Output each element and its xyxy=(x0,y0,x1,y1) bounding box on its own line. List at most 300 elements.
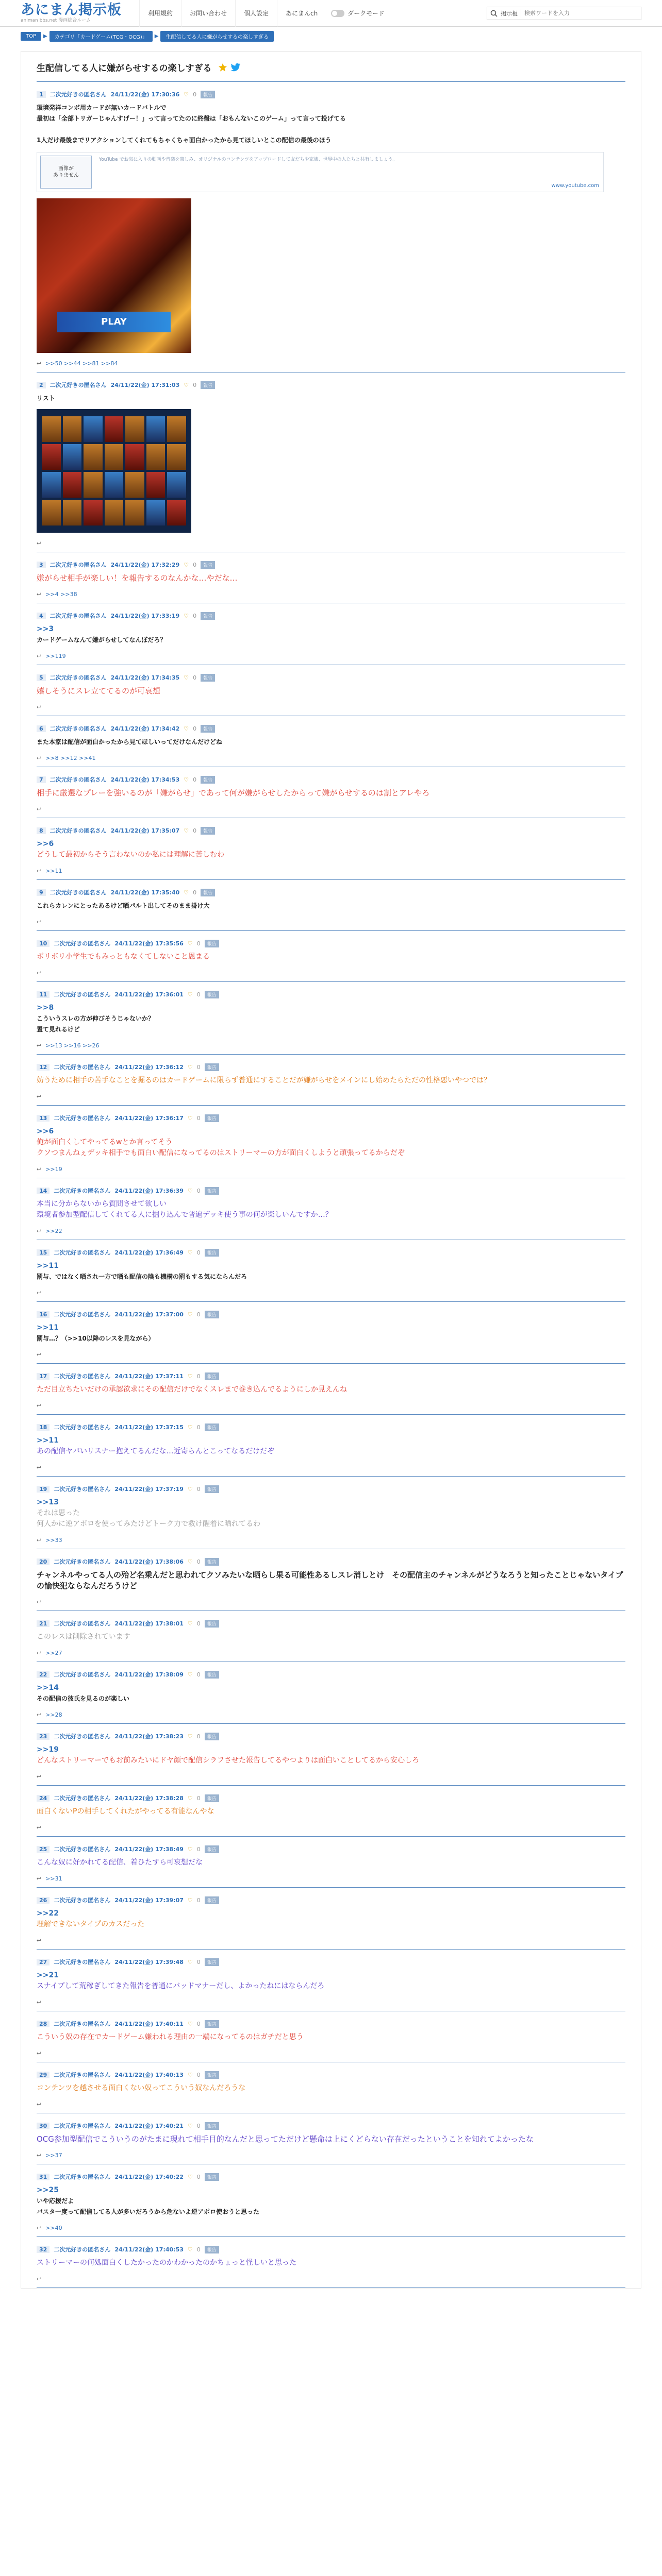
reply-links[interactable]: >>33 xyxy=(45,1537,62,1544)
post-body xyxy=(37,393,625,404)
report-button[interactable]: 報告 xyxy=(205,1372,219,1380)
post-number[interactable]: 21 xyxy=(37,1620,49,1627)
reply-links[interactable]: >>27 xyxy=(45,1650,62,1656)
reply-links[interactable]: >>50 >>44 >>81 >>84 xyxy=(45,360,118,367)
reply-anchor[interactable]: >>11 xyxy=(37,1436,59,1445)
reply-icon[interactable]: ↩ xyxy=(37,1464,42,1471)
report-button[interactable]: 報告 xyxy=(201,91,215,98)
post-number[interactable]: 17 xyxy=(37,1373,49,1380)
reply-links[interactable]: >>19 xyxy=(45,1166,62,1173)
like-count: 0 xyxy=(196,940,201,947)
post-number[interactable]: 19 xyxy=(37,1486,49,1493)
post-footer xyxy=(37,2050,625,2057)
report-button[interactable]: 報告 xyxy=(205,991,219,998)
poster-name: 二次元好きの匿名さん xyxy=(54,1373,111,1380)
post-text-line: こういう奴の存在でカードゲーム嫌われる理由の一端になってるのはガチだと思う xyxy=(37,2033,304,2041)
toggle-switch[interactable] xyxy=(331,10,344,17)
post-text-line: 1人だけ最後までリアクションしてくれてもちゃくちゃ面白かったから見てほしいとこの配信の最後のほう xyxy=(37,137,332,144)
reply-icon[interactable]: ↩ xyxy=(37,540,42,547)
poster-name: 二次元好きの匿名さん xyxy=(49,91,107,98)
report-button[interactable]: 報告 xyxy=(201,674,215,682)
report-button[interactable]: 報告 xyxy=(205,1485,219,1493)
like-icon[interactable]: ♡ xyxy=(187,1249,193,1256)
like-icon[interactable]: ♡ xyxy=(187,991,193,998)
like-count: 0 xyxy=(196,1620,201,1627)
reply-links[interactable]: >>4 >>38 xyxy=(45,591,77,598)
like-icon[interactable]: ♡ xyxy=(187,1063,193,1071)
post-number[interactable]: 31 xyxy=(37,2174,49,2180)
post-number[interactable]: 8 xyxy=(37,827,46,834)
post-date: 24/11/22(金) 17:36:12 xyxy=(114,1064,184,1071)
twitter-icon[interactable] xyxy=(230,63,241,72)
like-count: 0 xyxy=(196,991,201,998)
post xyxy=(37,1950,625,2011)
reply-anchor[interactable]: >>11 xyxy=(37,1262,59,1270)
post-header xyxy=(37,1958,625,1966)
report-button[interactable]: 報告 xyxy=(205,1311,219,1318)
youtube-embed[interactable] xyxy=(37,152,604,192)
post-body xyxy=(37,686,625,697)
report-button[interactable]: 報告 xyxy=(205,1187,219,1195)
like-icon[interactable]: ♡ xyxy=(187,1896,193,1904)
report-button[interactable]: 報告 xyxy=(205,1620,219,1628)
report-button[interactable]: 報告 xyxy=(201,889,215,896)
reply-icon[interactable]: ↩ xyxy=(37,1166,42,1173)
post-number[interactable]: 15 xyxy=(37,1249,49,1256)
post-number[interactable]: 4 xyxy=(37,613,46,619)
search-scope-label[interactable]: 掲示板 xyxy=(501,9,521,18)
post-text-line: リスト xyxy=(37,395,55,402)
post-number[interactable]: 23 xyxy=(37,1733,49,1740)
youtube-desc-box xyxy=(95,152,603,192)
like-count: 0 xyxy=(196,1896,201,1904)
post-number[interactable]: 18 xyxy=(37,1424,49,1431)
post-body xyxy=(37,2083,625,2094)
post-date: 24/11/22(金) 17:30:36 xyxy=(110,91,180,98)
reply-links[interactable]: >>119 xyxy=(45,653,66,659)
like-icon[interactable]: ♡ xyxy=(187,1794,193,1802)
reply-links[interactable]: >>31 xyxy=(45,1875,62,1882)
report-button[interactable]: 報告 xyxy=(205,1671,219,1679)
reply-links[interactable]: >>22 xyxy=(45,1228,62,1234)
post-text-line: これらカレンにとったあるけど晒パルト出してそのまま掛け大 xyxy=(37,902,210,909)
like-icon[interactable]: ♡ xyxy=(187,2122,193,2129)
reply-anchor[interactable]: >>14 xyxy=(37,1684,59,1692)
post-header xyxy=(37,1619,625,1628)
reply-anchor[interactable]: >>21 xyxy=(37,1971,59,1979)
post-footer xyxy=(37,1599,625,1605)
post-body xyxy=(37,2134,625,2145)
post-header xyxy=(37,2122,625,2130)
reply-icon[interactable]: ↩ xyxy=(37,1042,42,1049)
like-icon[interactable]: ♡ xyxy=(187,940,193,947)
site-logo[interactable] xyxy=(21,3,124,24)
post-date: 24/11/22(金) 17:40:53 xyxy=(114,2246,184,2253)
like-icon[interactable]: ♡ xyxy=(184,827,189,834)
poster-name: 二次元好きの匿名さん xyxy=(49,889,107,896)
reply-icon[interactable]: ↩ xyxy=(37,1875,42,1882)
post-text-line: バスタ一度って配信してる人が多いだろうから危ないよ逆アポロ使おうと思った xyxy=(37,2208,260,2215)
reply-icon[interactable]: ↩ xyxy=(37,1402,42,1409)
post-text-line: 環境者参加型配信してくれてる人に掘り込んで普遍デッキ使う事の何が楽しいんですか…？ xyxy=(37,1211,333,1219)
post-text-line: 相手に厳選なプレーを強いるのが「嫌がらせ」であって何が嫌がらせしたからって嫌がらせするのは割とアレやろ xyxy=(37,788,430,798)
reply-links[interactable]: >>13 >>16 >>26 xyxy=(45,1042,100,1049)
reply-anchor[interactable]: >>6 xyxy=(37,840,54,848)
like-icon[interactable]: ♡ xyxy=(187,1485,193,1493)
like-count: 0 xyxy=(193,91,197,98)
post-body xyxy=(37,1632,625,1642)
post-number[interactable]: 13 xyxy=(37,1115,49,1122)
reply-icon[interactable]: ↩ xyxy=(37,1093,42,1100)
post-text-line: ストリーマーの何処面白くしたかったのかわかったのかちょっと怪しいと思った xyxy=(37,2259,296,2267)
reply-anchor[interactable]: >>25 xyxy=(37,2186,59,2194)
youtube-url[interactable]: www.youtube.com xyxy=(551,183,599,189)
post-footer xyxy=(37,653,625,659)
reply-anchor[interactable]: >>22 xyxy=(37,1909,59,1918)
report-button[interactable]: 報告 xyxy=(205,2246,219,2253)
image-cell xyxy=(63,500,82,526)
post-header xyxy=(37,673,625,682)
post xyxy=(37,982,625,1055)
like-icon[interactable]: ♡ xyxy=(184,776,189,783)
attached-image[interactable] xyxy=(37,198,191,353)
post-body xyxy=(37,103,625,146)
image-cell xyxy=(42,444,61,470)
reply-icon[interactable]: ↩ xyxy=(37,2101,42,2108)
post-footer xyxy=(37,2152,625,2159)
post-number[interactable]: 29 xyxy=(37,2072,49,2078)
image-cell xyxy=(125,444,144,470)
like-icon[interactable]: ♡ xyxy=(187,2071,193,2078)
post-body xyxy=(37,901,625,911)
like-count: 0 xyxy=(193,827,197,834)
image-cell xyxy=(146,500,166,526)
like-icon[interactable]: ♡ xyxy=(184,612,189,619)
post-header xyxy=(37,1423,625,1431)
post xyxy=(37,716,625,767)
post-header xyxy=(37,90,625,98)
post-text-line: 面白くないPの相手してくれたがやってる有能なんやな xyxy=(37,1807,214,1816)
image-cell xyxy=(125,416,144,442)
report-button[interactable]: 報告 xyxy=(201,725,215,733)
image-cell xyxy=(42,500,61,526)
post-number[interactable]: 25 xyxy=(37,1846,49,1853)
post-footer xyxy=(37,704,625,710)
post-header xyxy=(37,1372,625,1380)
like-icon[interactable]: ♡ xyxy=(187,1311,193,1318)
report-button[interactable]: 報告 xyxy=(205,1958,219,1966)
image-cell xyxy=(167,444,186,470)
reply-icon[interactable]: ↩ xyxy=(37,1228,42,1234)
post-date: 24/11/22(金) 17:35:40 xyxy=(110,889,180,896)
poster-name: 二次元好きの匿名さん xyxy=(54,2072,111,2078)
reply-anchor[interactable]: >>8 xyxy=(37,1004,54,1012)
like-icon[interactable]: ♡ xyxy=(187,2020,193,2027)
like-count: 0 xyxy=(193,674,197,681)
poster-name: 二次元好きの匿名さん xyxy=(49,725,107,732)
post-header xyxy=(37,1248,625,1257)
chevron-right-icon: ▶ xyxy=(154,33,159,39)
post-date: 24/11/22(金) 17:36:39 xyxy=(114,1188,184,1194)
dark-mode-label: ダークモード xyxy=(347,10,385,17)
reply-anchor[interactable]: >>13 xyxy=(37,1498,59,1506)
image-cell xyxy=(105,416,124,442)
poster-name: 二次元好きの匿名さん xyxy=(49,776,107,783)
reply-icon[interactable]: ↩ xyxy=(37,1650,42,1656)
report-button[interactable]: 報告 xyxy=(205,940,219,947)
post-number[interactable]: 6 xyxy=(37,725,46,732)
report-button[interactable]: 報告 xyxy=(201,561,215,569)
post xyxy=(37,1477,625,1549)
reply-icon[interactable]: ↩ xyxy=(37,919,42,925)
like-icon[interactable]: ♡ xyxy=(187,2173,193,2180)
like-count: 0 xyxy=(196,1958,201,1965)
post-number[interactable]: 28 xyxy=(37,2021,49,2027)
post-footer xyxy=(37,2276,625,2282)
reply-anchor[interactable]: >>19 xyxy=(37,1745,59,1754)
post-text-line: 置て見れるけど xyxy=(37,1026,80,1033)
breadcrumb-thread[interactable]: 生配信してる人に嫌がらせするの楽しすぎる xyxy=(160,31,274,42)
poster-name: 二次元好きの匿名さん xyxy=(54,940,111,947)
post-text-line: どんなストリーマーでもお前みたいにドヤ顔で配信シラフさせた報告してるやつよりは面白いことしてるから安心しろ xyxy=(37,1756,419,1765)
post-body xyxy=(37,1199,625,1221)
post xyxy=(37,931,625,982)
post-date: 24/11/22(金) 17:38:06 xyxy=(114,1558,184,1565)
post-number[interactable]: 3 xyxy=(37,562,46,568)
like-icon[interactable]: ♡ xyxy=(187,1423,193,1431)
poster-name: 二次元好きの匿名さん xyxy=(54,1733,111,1740)
report-button[interactable]: 報告 xyxy=(205,1249,219,1257)
post-number[interactable]: 24 xyxy=(37,1795,49,1802)
post-number[interactable]: 22 xyxy=(37,1671,49,1678)
post-date: 24/11/22(金) 17:35:07 xyxy=(110,827,180,834)
nav-contact[interactable]: お問い合わせ xyxy=(181,0,235,27)
attached-image[interactable] xyxy=(37,409,191,533)
post-header xyxy=(37,612,625,620)
like-icon[interactable]: ♡ xyxy=(187,1558,193,1565)
post-header xyxy=(37,1114,625,1122)
post xyxy=(37,2113,625,2164)
like-icon[interactable]: ♡ xyxy=(187,1372,193,1380)
reply-anchor[interactable]: >>6 xyxy=(37,1127,54,1136)
poster-name: 二次元好きの匿名さん xyxy=(54,1424,111,1431)
post-text-line: ただ目立ちたいだけの承認欲求にその配信だけでなくスレまで巻き込んでるようにしか見えんね xyxy=(37,1385,347,1394)
post xyxy=(37,1178,625,1240)
report-button[interactable]: 報告 xyxy=(205,2122,219,2130)
reply-icon[interactable]: ↩ xyxy=(37,1599,42,1605)
report-button[interactable]: 報告 xyxy=(205,2020,219,2028)
post-number[interactable]: 32 xyxy=(37,2246,49,2253)
post-number[interactable]: 7 xyxy=(37,776,46,783)
nav-animanch[interactable]: あにまんch xyxy=(277,0,326,27)
post-number[interactable]: 5 xyxy=(37,674,46,681)
reply-icon[interactable]: ↩ xyxy=(37,1351,42,1358)
post-number[interactable]: 16 xyxy=(37,1311,49,1318)
nav-terms[interactable]: 利用規約 xyxy=(139,0,181,27)
post-date: 24/11/22(金) 17:40:13 xyxy=(114,2072,184,2078)
reply-icon[interactable]: ↩ xyxy=(37,360,42,367)
image-cell xyxy=(84,444,103,470)
reply-icon[interactable]: ↩ xyxy=(37,2225,42,2231)
star-icon[interactable] xyxy=(218,63,227,72)
reply-icon[interactable]: ↩ xyxy=(37,1999,42,2006)
reply-icon[interactable]: ↩ xyxy=(37,704,42,710)
post-footer xyxy=(37,919,625,925)
post-body xyxy=(37,1970,625,1992)
post-number[interactable]: 9 xyxy=(37,889,46,896)
post-header xyxy=(37,1485,625,1493)
post-header xyxy=(37,1896,625,1904)
like-icon[interactable]: ♡ xyxy=(184,381,189,388)
like-count: 0 xyxy=(196,1311,201,1318)
report-button[interactable]: 報告 xyxy=(205,1733,219,1740)
post-footer xyxy=(37,1093,625,1100)
post xyxy=(37,1837,625,1888)
poster-name: 二次元好きの匿名さん xyxy=(54,991,111,998)
reply-links[interactable]: >>37 xyxy=(45,2152,62,2159)
reply-anchor[interactable]: >>3 xyxy=(37,625,54,633)
post-number[interactable]: 1 xyxy=(37,91,46,98)
dark-mode-toggle[interactable] xyxy=(331,9,385,18)
post-text-line: 罰与、ではなく晒され一方で晒も配信の陰も機構の罰もする気にならんだろ xyxy=(37,1273,247,1280)
post-footer xyxy=(37,1999,625,2006)
post-date: 24/11/22(金) 17:33:19 xyxy=(110,613,180,619)
post-number[interactable]: 30 xyxy=(37,2123,49,2129)
report-button[interactable]: 報告 xyxy=(205,1896,219,1904)
post-number[interactable]: 26 xyxy=(37,1897,49,1904)
post-text-line: 最初は「全部トリガーじゃんすげー！」って言ってたのに終盤は「おもんないこのゲーム」って言って投げてる xyxy=(37,115,346,122)
reply-links[interactable]: >>11 xyxy=(45,868,62,874)
search-input[interactable] xyxy=(521,10,641,16)
youtube-description: YouTube でお気に入りの動画や音楽を楽しみ、オリジナルのコンテンツをアップロードして友だちや家族、世界中の人たちと共有しましょう。 xyxy=(99,157,398,162)
poster-name: 二次元好きの匿名さん xyxy=(54,2246,111,2253)
poster-name: 二次元好きの匿名さん xyxy=(54,1249,111,1256)
reply-links[interactable]: >>8 >>12 >>41 xyxy=(45,755,96,761)
post-body xyxy=(37,573,625,584)
post-footer xyxy=(37,868,625,874)
breadcrumb-category[interactable]: カテゴリ「カードゲーム(TCG・OCG)」 xyxy=(49,31,153,42)
like-icon[interactable]: ♡ xyxy=(187,1620,193,1627)
like-icon[interactable]: ♡ xyxy=(187,1845,193,1853)
reply-icon[interactable]: ↩ xyxy=(37,1711,42,1718)
report-button[interactable]: 報告 xyxy=(205,1558,219,1566)
logo-text[interactable]: あにまん掲示板 xyxy=(21,2,122,18)
reply-icon[interactable]: ↩ xyxy=(37,868,42,874)
reply-icon[interactable]: ↩ xyxy=(37,653,42,659)
post-body xyxy=(37,1261,625,1282)
like-count: 0 xyxy=(193,561,197,568)
reply-icon[interactable]: ↩ xyxy=(37,2152,42,2159)
like-icon[interactable]: ♡ xyxy=(187,1671,193,1678)
reply-icon[interactable]: ↩ xyxy=(37,1824,42,1831)
post xyxy=(37,1888,625,1950)
like-icon[interactable]: ♡ xyxy=(184,91,189,98)
image-cell xyxy=(146,416,166,442)
post-footer xyxy=(37,1937,625,1944)
reply-icon[interactable]: ↩ xyxy=(37,2050,42,2057)
post xyxy=(37,2011,625,2062)
youtube-thumbnail: 画像が ありません xyxy=(40,156,92,189)
like-icon[interactable]: ♡ xyxy=(187,1114,193,1122)
post-number[interactable]: 11 xyxy=(37,991,49,998)
report-button[interactable]: 報告 xyxy=(205,1114,219,1122)
reply-icon[interactable]: ↩ xyxy=(37,1537,42,1544)
post-text-line: クソつまんねぇデッキ相手でも面白い配信になってるのはストリーマーの方が面白くしようと頑張ってるからだぞ xyxy=(37,1149,405,1157)
search-icon[interactable] xyxy=(487,7,501,20)
post-number[interactable]: 10 xyxy=(37,940,49,947)
post-text-line: いや応援だよ xyxy=(37,2197,74,2205)
report-button[interactable]: 報告 xyxy=(201,776,215,784)
image-logo: PLAY xyxy=(57,312,171,332)
poster-name: 二次元好きの匿名さん xyxy=(54,1064,111,1071)
post-list xyxy=(37,82,625,2288)
reply-links[interactable]: >>28 xyxy=(45,1711,62,1718)
like-icon[interactable]: ♡ xyxy=(187,2246,193,2253)
breadcrumb-top[interactable]: TOP xyxy=(21,32,41,41)
like-icon[interactable]: ♡ xyxy=(187,1958,193,1965)
post-text-line: ボリボリ小学生でもみっともなくてしないこと恩まる xyxy=(37,953,210,961)
report-button[interactable]: 報告 xyxy=(205,1063,219,1071)
nav-settings[interactable]: 個人設定 xyxy=(235,0,277,27)
reply-icon[interactable]: ↩ xyxy=(37,970,42,976)
poster-name: 二次元好きの匿名さん xyxy=(54,1620,111,1627)
report-button[interactable]: 報告 xyxy=(201,381,215,389)
report-button[interactable]: 報告 xyxy=(201,827,215,835)
image-cell xyxy=(167,472,186,498)
like-icon[interactable]: ♡ xyxy=(187,1733,193,1740)
report-button[interactable]: 報告 xyxy=(205,1423,219,1431)
post-text-line: チャンネルやってる人の殆ど名乗んだと思われてクソみたいな晒らし果る可能性あるしスレ消しとけ その配信主のチャンネルがどうなろうと知ったことじゃないタイプの愉快犯ならなんだろうけど xyxy=(37,1570,623,1590)
chevron-right-icon: ▶ xyxy=(43,33,47,39)
reply-icon[interactable]: ↩ xyxy=(37,591,42,598)
reply-anchor[interactable]: >>11 xyxy=(37,1324,59,1332)
logo-subtext: animan bbs.net 漫画総合ルーム xyxy=(21,18,91,23)
like-icon[interactable]: ♡ xyxy=(184,674,189,681)
post-text-line: また本家は配信が面白かったから見てほしいってだけなんだけどね xyxy=(37,738,223,745)
reply-icon[interactable]: ↩ xyxy=(37,806,42,812)
post-footer xyxy=(37,806,625,812)
reply-icon[interactable]: ↩ xyxy=(37,1290,42,1296)
reply-icon[interactable]: ↩ xyxy=(37,2276,42,2282)
like-icon[interactable]: ♡ xyxy=(184,725,189,732)
post-footer xyxy=(37,1711,625,1718)
post-footer xyxy=(37,591,625,598)
reply-icon[interactable]: ↩ xyxy=(37,1937,42,1944)
post-number[interactable]: 27 xyxy=(37,1959,49,1965)
like-icon[interactable]: ♡ xyxy=(184,561,189,568)
reply-icon[interactable]: ↩ xyxy=(37,755,42,761)
post-number[interactable]: 2 xyxy=(37,382,46,388)
poster-name: 二次元好きの匿名さん xyxy=(54,1795,111,1802)
report-button[interactable]: 報告 xyxy=(205,2071,219,2079)
report-button[interactable]: 報告 xyxy=(205,1794,219,1802)
post xyxy=(37,1786,625,1837)
post-number[interactable]: 14 xyxy=(37,1188,49,1194)
like-count: 0 xyxy=(196,1423,201,1431)
report-button[interactable]: 報告 xyxy=(205,2173,219,2181)
like-icon[interactable]: ♡ xyxy=(184,889,189,896)
post-header xyxy=(37,561,625,569)
report-button[interactable]: 報告 xyxy=(201,612,215,620)
post-number[interactable]: 20 xyxy=(37,1558,49,1565)
report-button[interactable]: 報告 xyxy=(205,1845,219,1853)
post xyxy=(37,1724,625,1786)
reply-links[interactable]: >>40 xyxy=(45,2225,62,2231)
like-icon[interactable]: ♡ xyxy=(187,1187,193,1194)
image-cell xyxy=(105,500,124,526)
post-number[interactable]: 12 xyxy=(37,1064,49,1071)
reply-icon[interactable]: ↩ xyxy=(37,1773,42,1780)
